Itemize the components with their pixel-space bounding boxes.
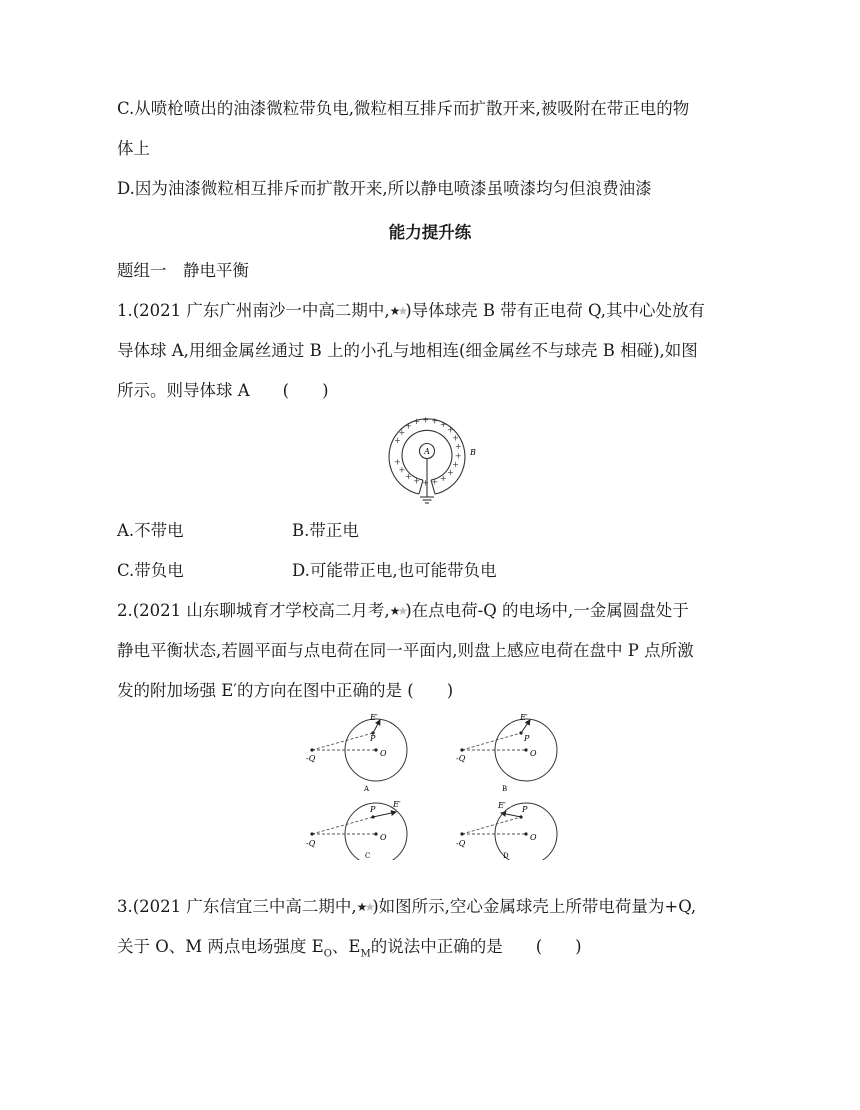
plus-sign: + (439, 419, 447, 429)
question-3-text-c: 的说法中正确的是 ( ) (370, 937, 582, 956)
plus-sign: + (452, 433, 459, 443)
question-2-line-2: 静电平衡状态,若圆平面与点电荷在同一平面内,则盘上感应电荷在盘中 P 点所激 (117, 641, 694, 660)
question-1-line-1 (117, 299, 705, 323)
plus-sign: + (422, 478, 429, 488)
figure-1-label-a: A (424, 447, 430, 456)
center-label: O (530, 833, 537, 842)
question-3-line-1 (117, 895, 696, 919)
charge-label: -Q (456, 754, 466, 763)
figure-1-label-b: B (470, 448, 476, 457)
question-1-option-a: A.不带电 (117, 521, 184, 540)
question-3-text-a: 关于 O、M 两点电场强度 E (117, 937, 324, 956)
center-label: O (380, 833, 387, 842)
difficulty-star-icon: ★★ (389, 604, 406, 618)
panel-label-a: A (364, 785, 370, 793)
plus-sign: + (452, 460, 459, 470)
option-c-line-2: 体上 (117, 139, 150, 158)
group-title: 题组一 静电平衡 (117, 261, 249, 280)
question-1-line-2: 导体球 A,用细金属丝通过 B 上的小孔与地相连(细金属丝不与球壳 B 相碰),如图 (117, 341, 698, 360)
question-1-option-b: B.带正电 (292, 521, 359, 540)
plus-sign: + (447, 425, 454, 435)
question-3-source: 3.(2021 广东信宜三中高二期中, (117, 897, 357, 916)
question-2-line-1 (117, 599, 689, 623)
question-1-source: 1.(2021 广东广州南沙一中高二期中, (117, 301, 390, 320)
question-2-source: 2.(2021 山东聊城育才学校高二月考, (117, 601, 390, 620)
question-1-text: )导体球壳 B 带有正电荷 Q,其中心处放有 (405, 301, 705, 320)
panel-label-b: B (502, 785, 508, 793)
question-2-text: )在点电荷-Q 的电场中,一金属圆盘处于 (405, 601, 689, 620)
question-3-text-b: 、E (331, 937, 361, 956)
option-c-line-1: C.从喷枪喷出的油漆微粒带负电,微粒相互排斥而扩散开来,被吸附在带正电的物 (117, 99, 690, 118)
plus-sign: + (431, 416, 439, 426)
difficulty-star-icon: ★★ (356, 900, 373, 914)
panel-label-d: D (503, 852, 509, 860)
figure-2-panel-a (306, 713, 407, 793)
question-2-line-3: 发的附加场强 E′的方向在图中正确的是 ( ) (117, 681, 454, 700)
center-label: O (530, 749, 537, 758)
subscript-m: M (360, 948, 371, 960)
point-label: P (370, 805, 376, 814)
plus-sign: + (394, 457, 401, 467)
question-1-option-c: C.带负电 (117, 561, 184, 580)
plus-sign: + (413, 417, 420, 427)
panel-label-c: C (365, 852, 371, 860)
point-label: P (370, 734, 376, 743)
figure-2-panel-d (456, 801, 557, 860)
point-label: P (524, 734, 530, 743)
plus-sign: + (454, 442, 462, 452)
subscript-o: O (323, 948, 332, 960)
point-label: P (522, 805, 528, 814)
question-3-line-2 (117, 935, 582, 966)
figure-1-shell-diagram (375, 405, 485, 510)
question-1-line-3: 所示。则导体球 A ( ) (117, 381, 329, 400)
figure-2-panel-b (456, 713, 557, 793)
plus-sign: + (404, 421, 412, 431)
option-d-line: D.因为油漆微粒相互排斥而扩散开来,所以静电喷漆虽喷漆均匀但浪费油漆 (117, 179, 652, 198)
charge-label: -Q (306, 839, 316, 848)
plus-sign: + (398, 465, 406, 475)
plus-sign: + (413, 476, 420, 486)
field-label: E′ (370, 713, 378, 722)
center-label: O (380, 749, 387, 758)
plus-sign: + (398, 427, 406, 437)
figure-2-panel-c (306, 800, 407, 860)
plus-sign: + (439, 473, 447, 483)
difficulty-star-icon: ★★ (389, 304, 406, 318)
plus-sign: + (422, 415, 429, 425)
section-title: 能力提升练 (388, 223, 472, 242)
figure-2-field-diagrams (300, 708, 560, 860)
field-label: E′ (393, 800, 401, 809)
plus-sign: + (454, 451, 462, 461)
plus-sign: + (431, 477, 439, 487)
question-3-text: )如图所示,空心金属球壳上所带电荷量为+Q, (372, 897, 697, 916)
charge-label: -Q (456, 839, 466, 848)
question-1-option-d: D.可能带正电,也可能带负电 (292, 561, 497, 580)
plus-sign: + (447, 467, 454, 477)
plus-sign: + (404, 472, 412, 482)
field-label: E′ (520, 713, 528, 722)
charge-label: -Q (306, 754, 316, 763)
field-label: E′ (498, 801, 506, 810)
plus-sign: + (394, 436, 401, 445)
